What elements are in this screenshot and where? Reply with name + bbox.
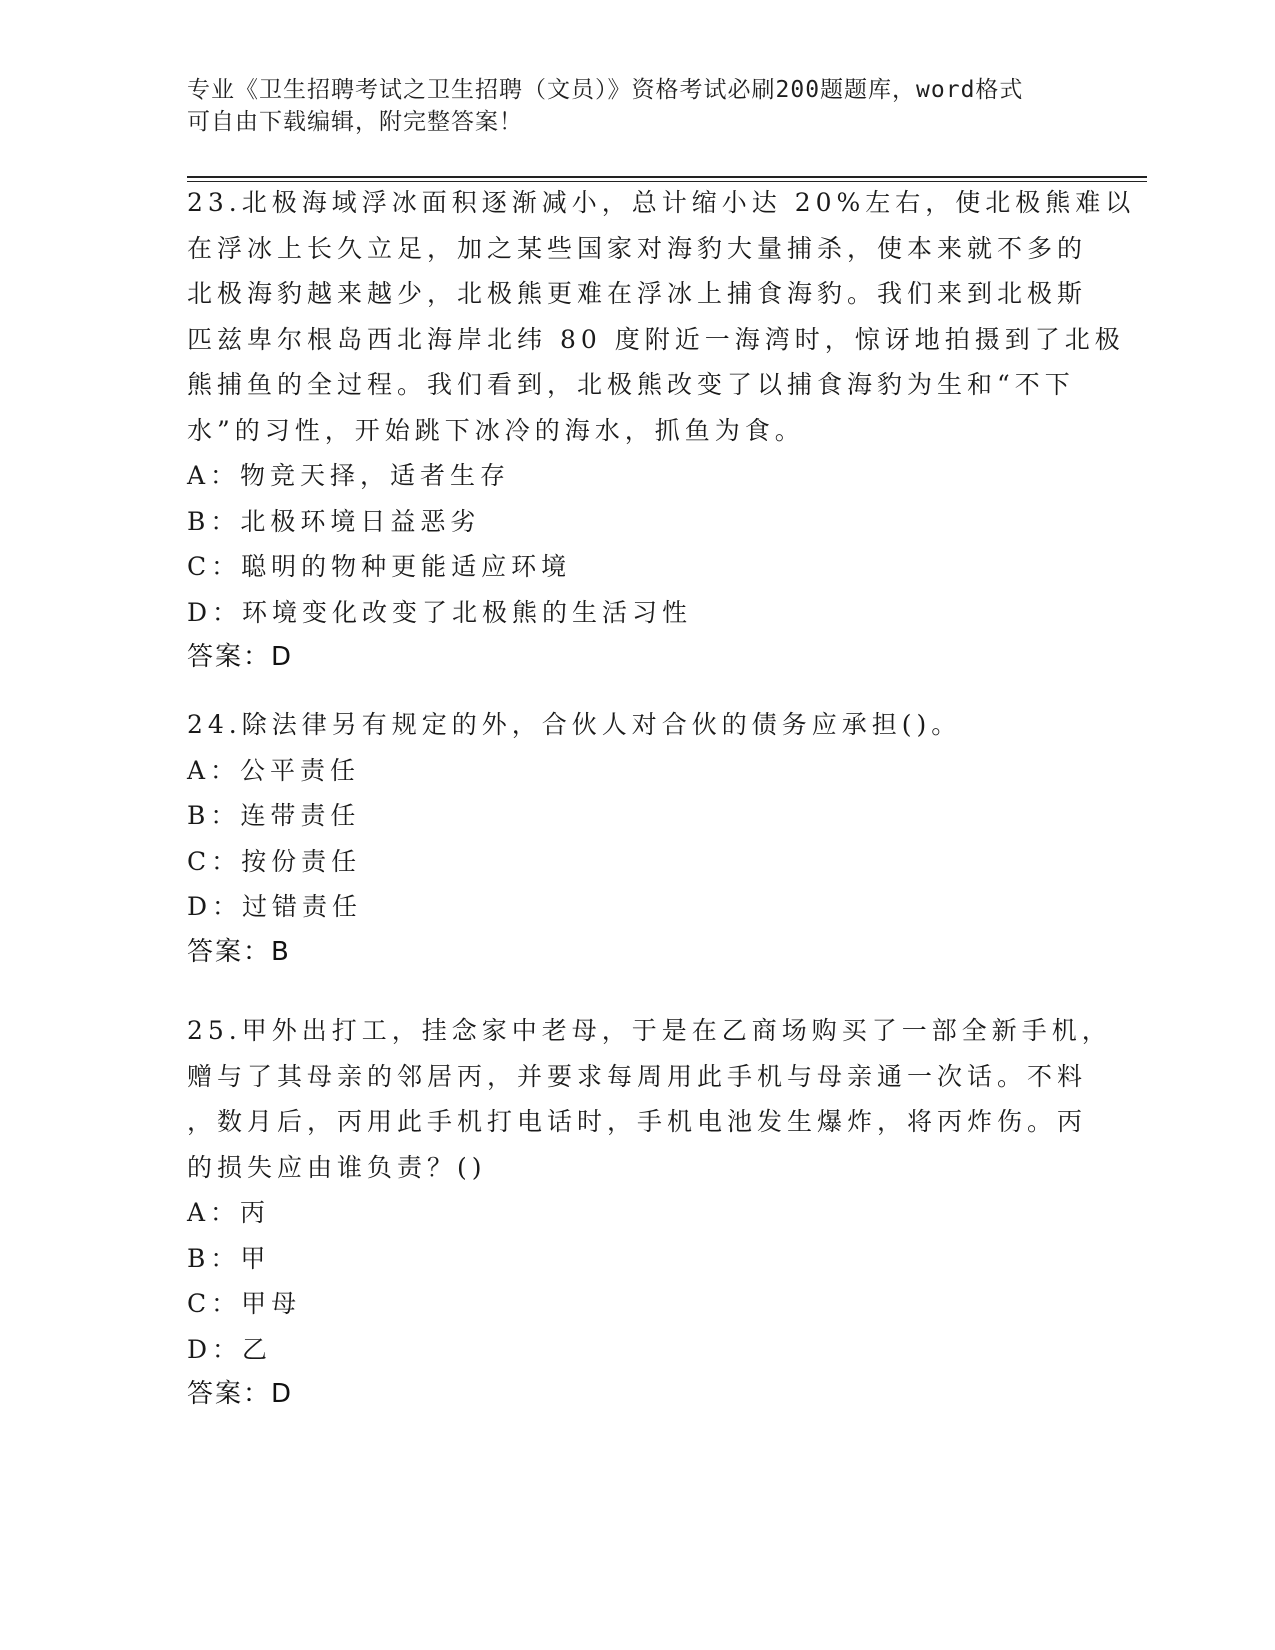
option-b: B：北极环境日益恶劣 [187, 506, 481, 536]
answer-label: 答案：D [187, 642, 294, 672]
question-text-line: 水”的习性，开始跳下冰冷的海水，抓鱼为食。 [187, 415, 805, 445]
option-d: D：环境变化改变了北极熊的生活习性 [187, 597, 693, 627]
option-a: A：物竞天择，适者生存 [187, 461, 511, 490]
question-text-line: 的损失应由谁负责？() [187, 1152, 487, 1182]
question-text-line: 匹兹卑尔根岛西北海岸北纬 80 度附近一海湾时，惊讶地拍摄到了北极 [187, 324, 1125, 354]
answer-label: 答案：B [187, 936, 291, 967]
option-d: D：过错责任 [187, 892, 363, 921]
question-text-line: 23.北极海域浮冰面积逐渐减小，总计缩小达 20%左右，使北极熊难以 [187, 188, 1136, 217]
question-25 [187, 1008, 1112, 1418]
header-divider-thick [187, 176, 1147, 178]
header-line-2: 可自由下载编辑，附完整答案！ [187, 109, 523, 135]
question-text-line: 北极海豹越来越少，北极熊更难在浮冰上捕食海豹。我们来到北极斯 [187, 279, 1088, 308]
question-23 [187, 180, 1136, 681]
answer-label: 答案：D [187, 1379, 294, 1409]
option-c: C：按份责任 [187, 846, 362, 876]
option-c: C：甲母 [187, 1289, 302, 1318]
option-a: A：公平责任 [187, 755, 361, 785]
question-24 [187, 702, 1087, 975]
option-b: B：甲 [187, 1243, 271, 1273]
question-text-line: ，数月后，丙用此手机打电话时，手机电池发生爆炸，将丙炸伤。丙 [187, 1107, 1088, 1136]
option-c: C：聪明的物种更能适应环境 [187, 552, 572, 581]
question-text-line: 在浮冰上长久立足，加之某些国家对海豹大量捕杀，使本来就不多的 [187, 233, 1088, 263]
document-header [187, 74, 1057, 138]
option-b: B：连带责任 [187, 801, 361, 830]
question-text-line: 赠与了其母亲的邻居丙，并要求每周用此手机与母亲通一次话。不料 [187, 1061, 1088, 1091]
question-text-line: 24.除法律另有规定的外，合伙人对合伙的债务应承担()。 [187, 710, 962, 739]
option-d: D：乙 [187, 1334, 273, 1364]
option-a: A：丙 [187, 1198, 271, 1227]
question-text-line: 熊捕鱼的全过程。我们看到，北极熊改变了以捕食海豹为生和“不下 [187, 370, 1075, 399]
header-line-1: 专业《卫生招聘考试之卫生招聘（文员）》资格考试必刷200题题库，word格式 [187, 77, 1024, 103]
question-text-line: 25.甲外出打工，挂念家中老母，于是在乙商场购买了一部全新手机， [187, 1016, 1112, 1045]
